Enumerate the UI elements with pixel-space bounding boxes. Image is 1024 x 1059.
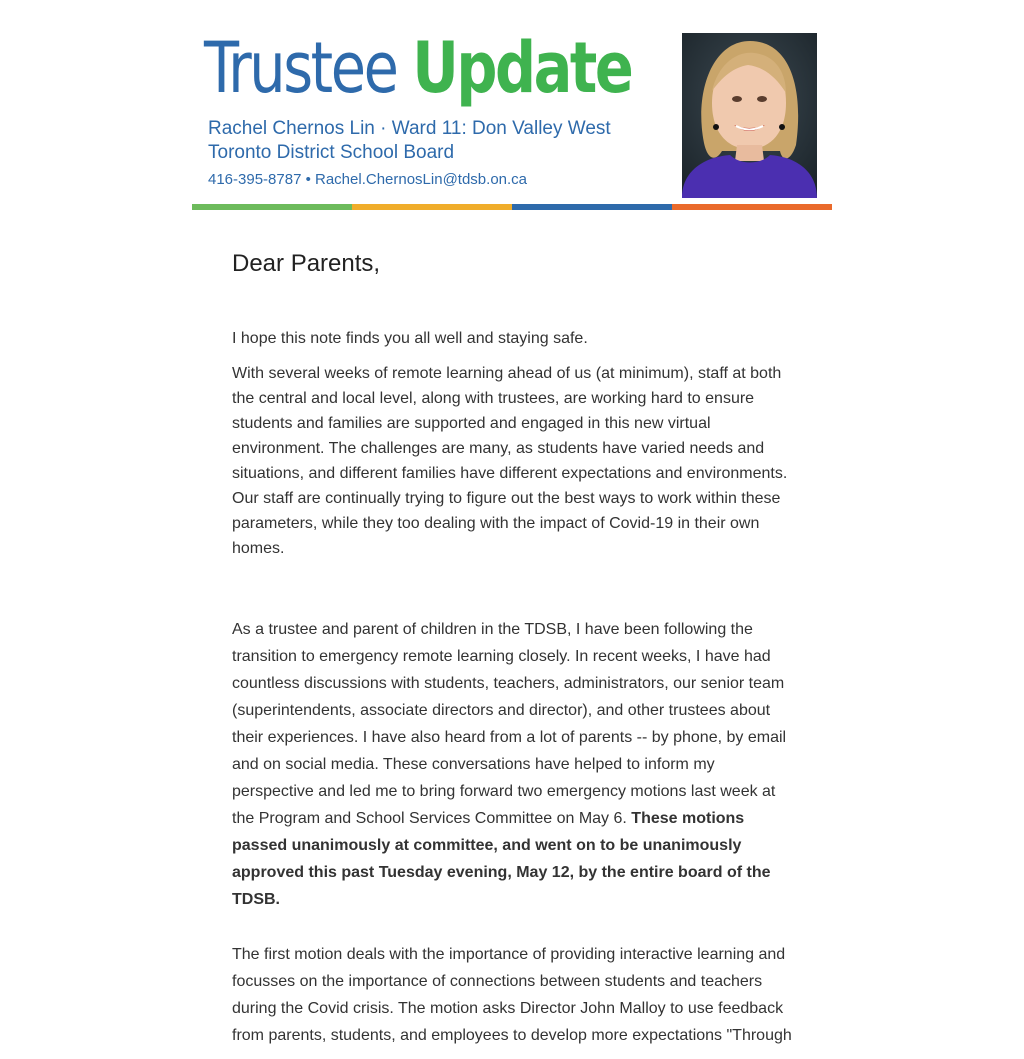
banner-title-trustee: Trustee	[204, 27, 397, 109]
letter-paragraph-3-text: As a trustee and parent of children in the TDSB, I have been following the transition to emergency remote learning closely. In recent weeks, I have had countless discussions with students, teachers, administrators, our senior team (superintendents, associate directors and director), and other trustees about their experiences. I have also heard from a lot of parents -- by phone, by email and on social media. These conversations have helped to inform my perspective and led me to bring forward two emergency motions last week at the Program and School Services Committee on May 6.	[232, 621, 787, 827]
color-bar-segment	[672, 204, 832, 210]
color-bar-segment	[352, 204, 512, 210]
letter-paragraph-3-bold: These motions passed unanimously at committee, and went on to be unanimously approved this past Tuesday evening, May 12, by the entire board of the TDSB.	[232, 810, 771, 908]
letter-paragraph-3	[232, 616, 792, 913]
letter-paragraph-2: With several weeks of remote learning ahead of us (at minimum), staff at both the central and local level, along with trustees, are working hard to ensure students and families are supported and engaged in this new virtual environment. The challenges are many, as students have varied needs and situations, and different families have different expectations and environments. Our staff are continually trying to figure out the best ways to work within these parameters, while they too dealing with the impact of Covid-19 in their own homes.	[232, 365, 788, 557]
color-bar-segment	[512, 204, 672, 210]
letter-body	[232, 248, 792, 1059]
banner-trustee-name: Rachel Chernos Lin · Ward 11: Don Valley West	[208, 118, 611, 139]
banner-board-name: Toronto District School Board	[208, 142, 455, 163]
trustee-portrait	[682, 33, 817, 198]
letter-greeting: Dear Parents,	[232, 250, 381, 277]
banner-title	[204, 28, 631, 108]
newsletter-banner	[192, 27, 832, 212]
letter-paragraph-4: The first motion deals with the importance of providing interactive learning and focusses on the importance of connections between students and teachers during the Covid crisis. The motion asks Director John Malloy to use feedback from parents, students, and employees to develop more expectations "Through	[232, 946, 792, 1044]
banner-color-bar	[192, 204, 832, 210]
banner-contact: 416-395-8787 • Rachel.ChernosLin@tdsb.on.ca	[208, 171, 528, 188]
color-bar-segment	[192, 204, 352, 210]
banner-title-update: Update	[412, 27, 632, 109]
letter-paragraph-1: I hope this note finds you all well and staying safe.	[232, 330, 588, 347]
